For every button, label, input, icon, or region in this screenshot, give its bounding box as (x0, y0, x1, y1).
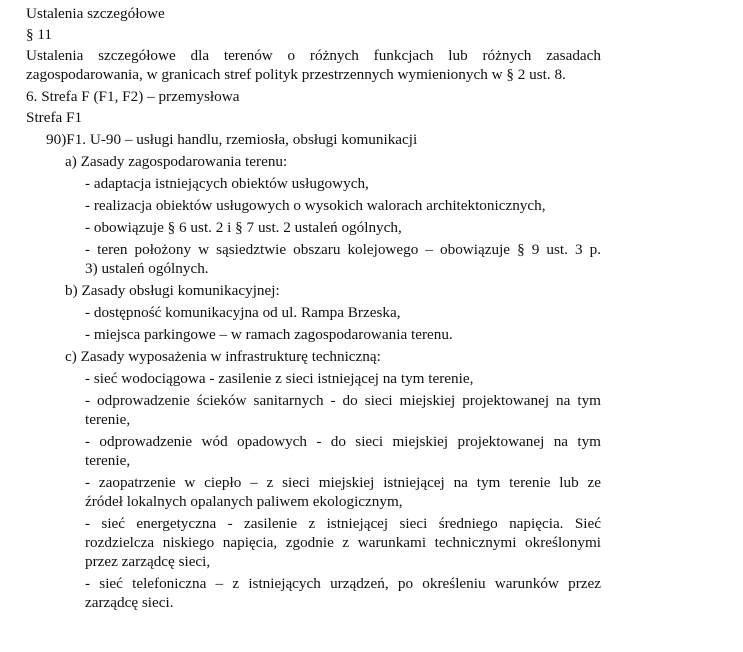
intro-line-1: Ustalenia szczegółowe dla terenów o różnych funkcjach lub różnych zasadach (26, 47, 601, 64)
zone-title: 6. Strefa F (F1, F2) – przemysłowa (26, 88, 240, 105)
intro-line-2: zagospodarowania, w granicach stref polityk przestrzennych wymienionych w § 2 ust. 8. (26, 66, 566, 83)
section-a-label: a) Zasady zagospodarowania terenu: (65, 153, 288, 170)
section-c-item-cont: terenie, (85, 452, 131, 469)
item-title: 90)F1. U-90 – usługi handlu, rzemiosła, obsługi komunikacji (46, 131, 418, 148)
section-c-item: - odprowadzenie ścieków sanitarnych - do sieci miejskiej projektowanej na tym (85, 392, 601, 409)
section-c-item-cont: rozdzielcza niskiego napięcia, zgodnie z warunkami technicznymi określonymi (85, 534, 601, 551)
section-a-item: - realizacja obiektów usługowych o wysokich walorach architektonicznych, (85, 197, 546, 214)
section-c-item-cont: zarządcę sieci. (85, 594, 174, 611)
section-a-item-cont: 3) ustaleń ogólnych. (85, 260, 209, 277)
section-c-item: - odprowadzenie wód opadowych - do sieci miejskiej projektowanej na tym (85, 433, 601, 450)
section-number: § 11 (26, 26, 53, 43)
section-c-label: c) Zasady wyposażenia w infrastrukturę techniczną: (65, 348, 381, 365)
section-c-item-cont: terenie, (85, 411, 131, 428)
section-b-item: - dostępność komunikacyjna od ul. Rampa Brzeska, (85, 304, 401, 321)
section-c-item: - sieć telefoniczna – z istniejących urządzeń, po określeniu warunków przez (85, 575, 601, 592)
section-a-item: - teren położony w sąsiedztwie obszaru kolejowego – obowiązuje § 9 ust. 3 p. (85, 241, 601, 258)
section-c-item: - sieć energetyczna - zasilenie z istniejącej sieci średniego napięcia. Sieć (85, 515, 601, 532)
section-c-item: - zaopatrzenie w ciepło – z sieci miejskiej istniejącej na tym terenie lub ze (85, 474, 601, 491)
section-b-label: b) Zasady obsługi komunikacyjnej: (65, 282, 280, 299)
section-a-item: - adaptacja istniejących obiektów usługowych, (85, 175, 369, 192)
subzone-title: Strefa F1 (26, 109, 83, 126)
section-b-item: - miejsca parkingowe – w ramach zagospodarowania terenu. (85, 326, 453, 343)
section-c-item: - sieć wodociągowa - zasilenie z sieci istniejącej na tym terenie, (85, 370, 474, 387)
document-heading: Ustalenia szczegółowe (26, 5, 165, 22)
section-a-item: - obowiązuje § 6 ust. 2 i § 7 ust. 2 ustaleń ogólnych, (85, 219, 402, 236)
section-c-item-cont: przez zarządcę sieci, (85, 553, 211, 570)
section-c-item-cont: źródeł lokalnych opalanych paliwem ekologicznym, (85, 493, 403, 510)
